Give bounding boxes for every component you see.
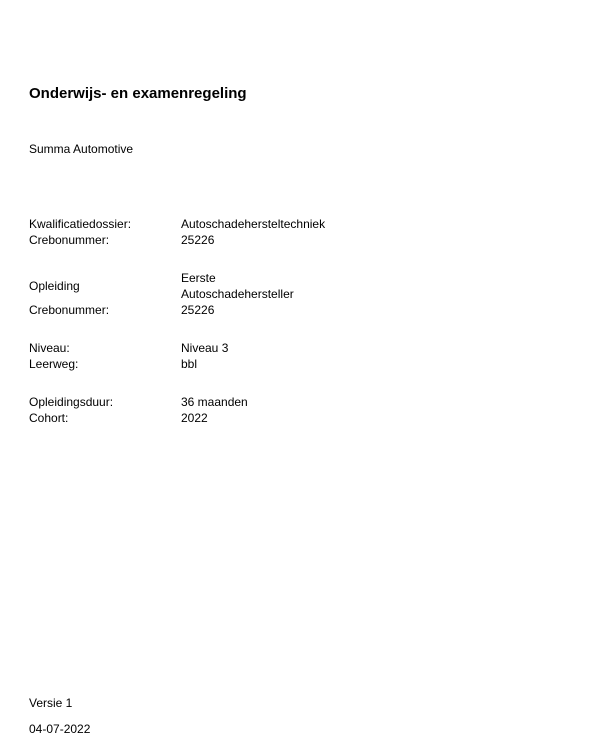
crebonummer-1-label: Crebonummer: — [29, 233, 110, 247]
crebonummer-2-label: Crebonummer: — [29, 303, 110, 317]
spacer — [29, 318, 325, 340]
cohort-label: Cohort: — [29, 411, 69, 425]
footer-date: 04-07-2022 — [29, 722, 91, 736]
footer-version: Versie 1 — [29, 696, 73, 710]
leerweg-value: bbl — [181, 357, 198, 371]
info-table — [29, 216, 325, 426]
niveau-label: Niveau: — [29, 341, 70, 355]
niveau-value: Niveau 3 — [181, 341, 229, 355]
spacer — [29, 372, 325, 394]
opleiding-value-line-1: Eerste — [181, 271, 216, 285]
leerweg-label: Leerweg: — [29, 357, 79, 371]
info-row-leerweg — [29, 356, 325, 372]
document-title: Onderwijs- en examenregeling — [29, 85, 247, 102]
info-row-opleidingsduur — [29, 394, 325, 410]
kwalificatiedossier-value: Autoschadehersteltechniek — [181, 217, 326, 231]
opleiding-label: Opleiding — [29, 279, 80, 293]
info-row-kwalificatiedossier — [29, 216, 325, 232]
cohort-value: 2022 — [181, 411, 208, 425]
opleiding-value — [181, 270, 294, 302]
opleiding-value-line-2: Autoschadehersteller — [181, 287, 294, 301]
crebonummer-2-value: 25226 — [181, 303, 215, 317]
opleidingsduur-value: 36 maanden — [181, 395, 248, 409]
kwalificatiedossier-label: Kwalificatiedossier: — [29, 217, 132, 231]
info-row-crebonummer-2 — [29, 302, 325, 318]
crebonummer-1-value: 25226 — [181, 233, 215, 247]
info-row-opleiding — [29, 270, 325, 302]
spacer — [29, 248, 325, 270]
info-row-cohort — [29, 410, 325, 426]
opleidingsduur-label: Opleidingsduur: — [29, 395, 114, 409]
organization-name: Summa Automotive — [29, 142, 134, 156]
info-row-crebonummer-1 — [29, 232, 325, 248]
info-row-niveau — [29, 340, 325, 356]
